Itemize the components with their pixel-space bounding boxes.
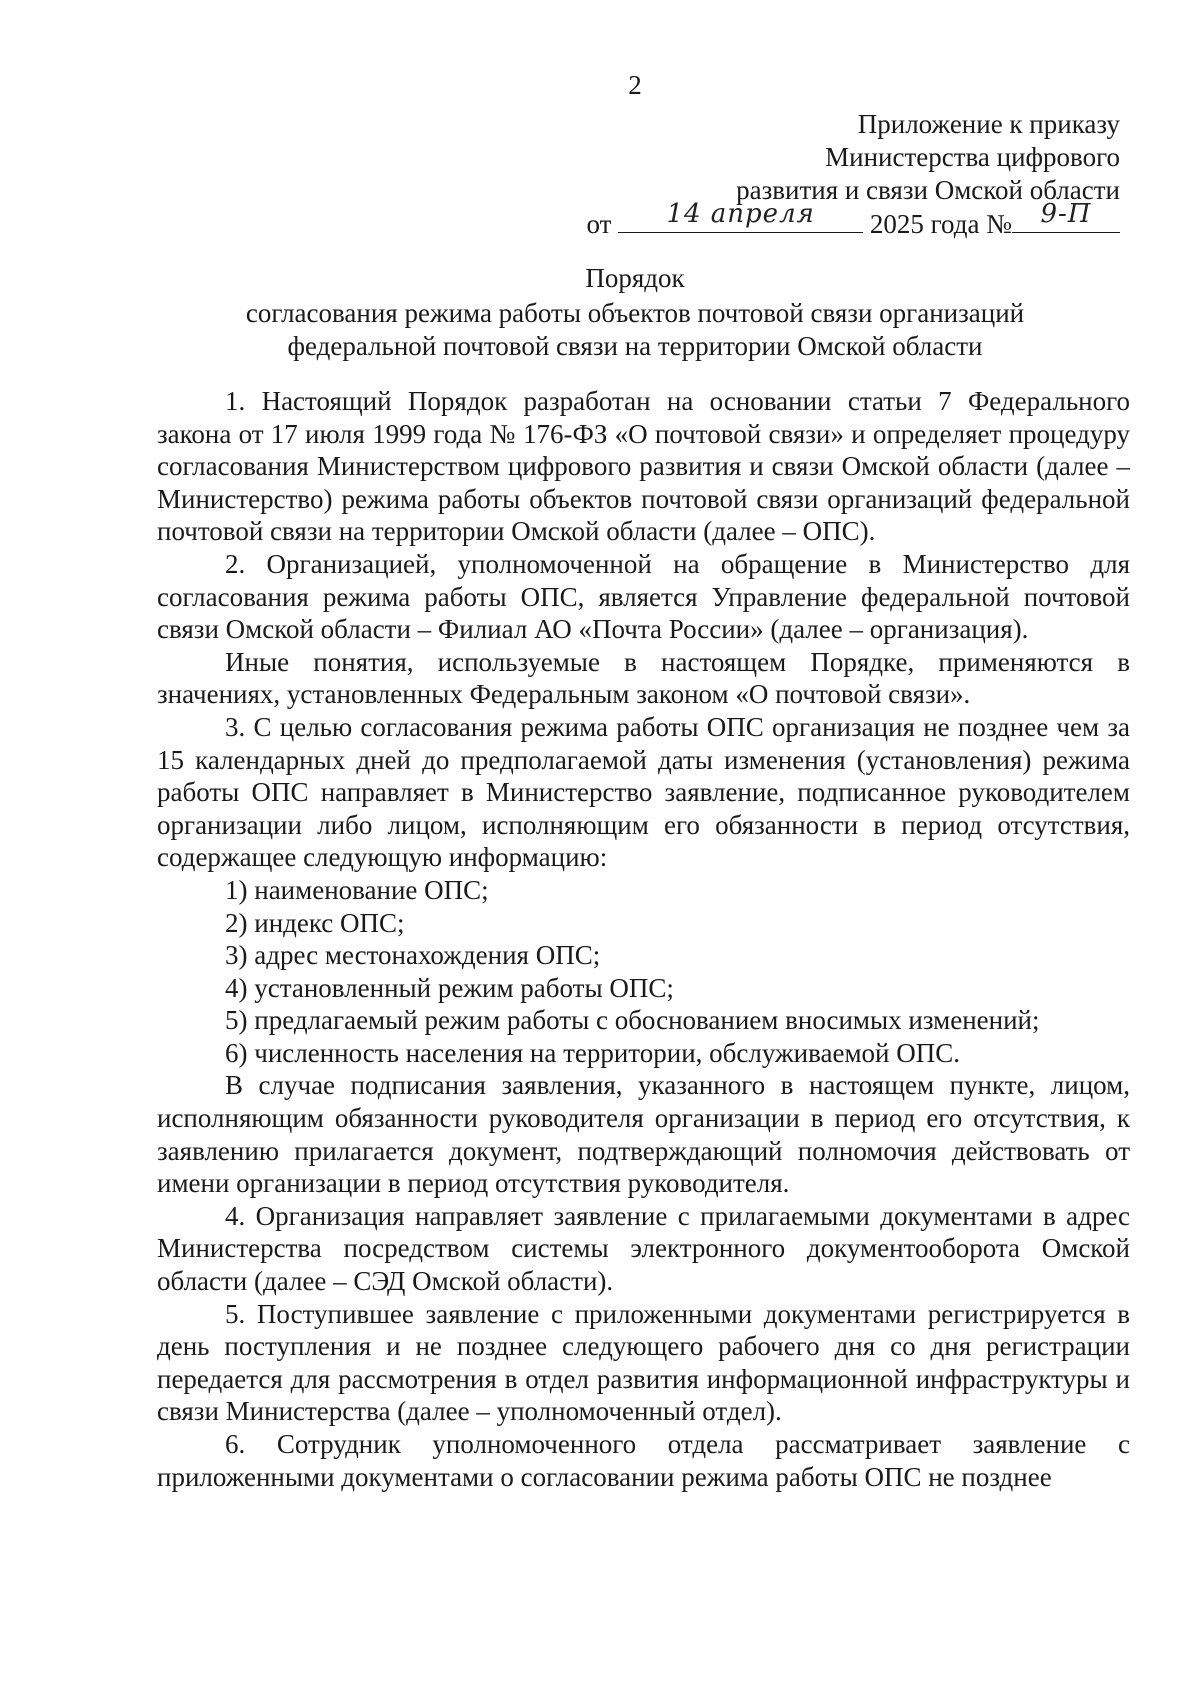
subtitle-line: федеральной почтовой связи на территории Омской области [287, 331, 983, 361]
paragraph-5: 5. Поступившее заявление с приложенными документами регистрируется в день поступления и не позднее следующего рабочего дня со дня регистрации передается для рассмотрения в отдел развития информационной инфраструктуры и связи Министерства (далее – уполномоченный отдел). [157, 1298, 1130, 1427]
paragraph-2-note: Иные понятия, используемые в настоящем Порядке, применяются в значениях, установленных Федеральным законом «О почтовой связи». [157, 646, 1130, 710]
appendix-line: Приложение к приказу [857, 109, 1120, 139]
list-item: 1) наименование ОПС; [225, 874, 489, 905]
date-prefix: от [586, 209, 612, 239]
paragraph-2: 2. Организацией, уполномоченной на обращение в Министерство для согласования режима работы ОПС, является Управление федеральной почтовой связи Омской области – Филиал АО «Почта России» (далее – организация). [157, 548, 1130, 645]
date-blank [618, 199, 863, 233]
paragraph-3-note: В случае подписания заявления, указанного в настоящем пункте, лицом, исполняющим обязанности руководителя организации в период его отсутствия, к заявлению прилагается документ, подтверждающий полномочия действовать от имени организации в период отсутствия руководителя. [157, 1070, 1130, 1199]
paragraph-1: 1. Настоящий Порядок разработан на основании статьи 7 Федерального закона от 17 июля 1999 года № 176-ФЗ «О почтовой связи» и определяет процедуру согласования Министерством цифрового развития и связи Омской области (далее – Министерство) режима работы объектов почтовой связи организаций федеральной почтовой связи на территории Омской области (далее – ОПС). [157, 386, 1130, 547]
document-body [157, 385, 1130, 1493]
appendix-line: Министерства цифрового [825, 142, 1120, 172]
number-blank [1012, 199, 1120, 233]
list-item: 5) предлагаемый режим работы с обоснованием вносимых изменений; [225, 1005, 1040, 1036]
paragraph-4: 4. Организация направляет заявление с прилагаемыми документами в адрес Министерства посредством системы электронного документооборота Омской области (далее – СЭД Омской области). [157, 1200, 1130, 1297]
subtitle-line: согласования режима работы объектов почтовой связи организаций [245, 298, 1025, 328]
paragraph-6: 6. Сотрудник уполномоченного отдела рассматривает заявление с приложенными документами о согласовании режима работы ОПС не позднее [157, 1429, 1130, 1492]
handwritten-date: 14 апреля [666, 199, 815, 229]
handwritten-number: 9-П [1040, 199, 1092, 229]
list-item: 3) адрес местонахождения ОПС; [225, 940, 601, 971]
order-date-line [586, 199, 1120, 241]
list-item: 2) индекс ОПС; [225, 907, 405, 938]
appendix-block [736, 108, 1120, 207]
appendix-line: развития и связи Омской области [736, 175, 1120, 205]
paragraph-3: 3. С целью согласования режима работы ОПС организация не позднее чем за 15 календарных дней до предполагаемой даты изменения (установления) режима работы ОПС направляет в Министерство заявление, подписанное руководителем организации либо лицом, исполняющим его обязанности в период отсутствия, содержащее следующую информацию: [157, 711, 1130, 873]
page-number: 2 [628, 70, 642, 100]
document-subtitle [0, 297, 1200, 363]
year-text: 2025 года № [869, 209, 1012, 239]
document-title: Порядок [585, 263, 685, 293]
list-item: 4) установленный режим работы ОПС; [225, 972, 674, 1003]
list-item: 6) численность населения на территории, обслуживаемой ОПС. [225, 1037, 960, 1068]
